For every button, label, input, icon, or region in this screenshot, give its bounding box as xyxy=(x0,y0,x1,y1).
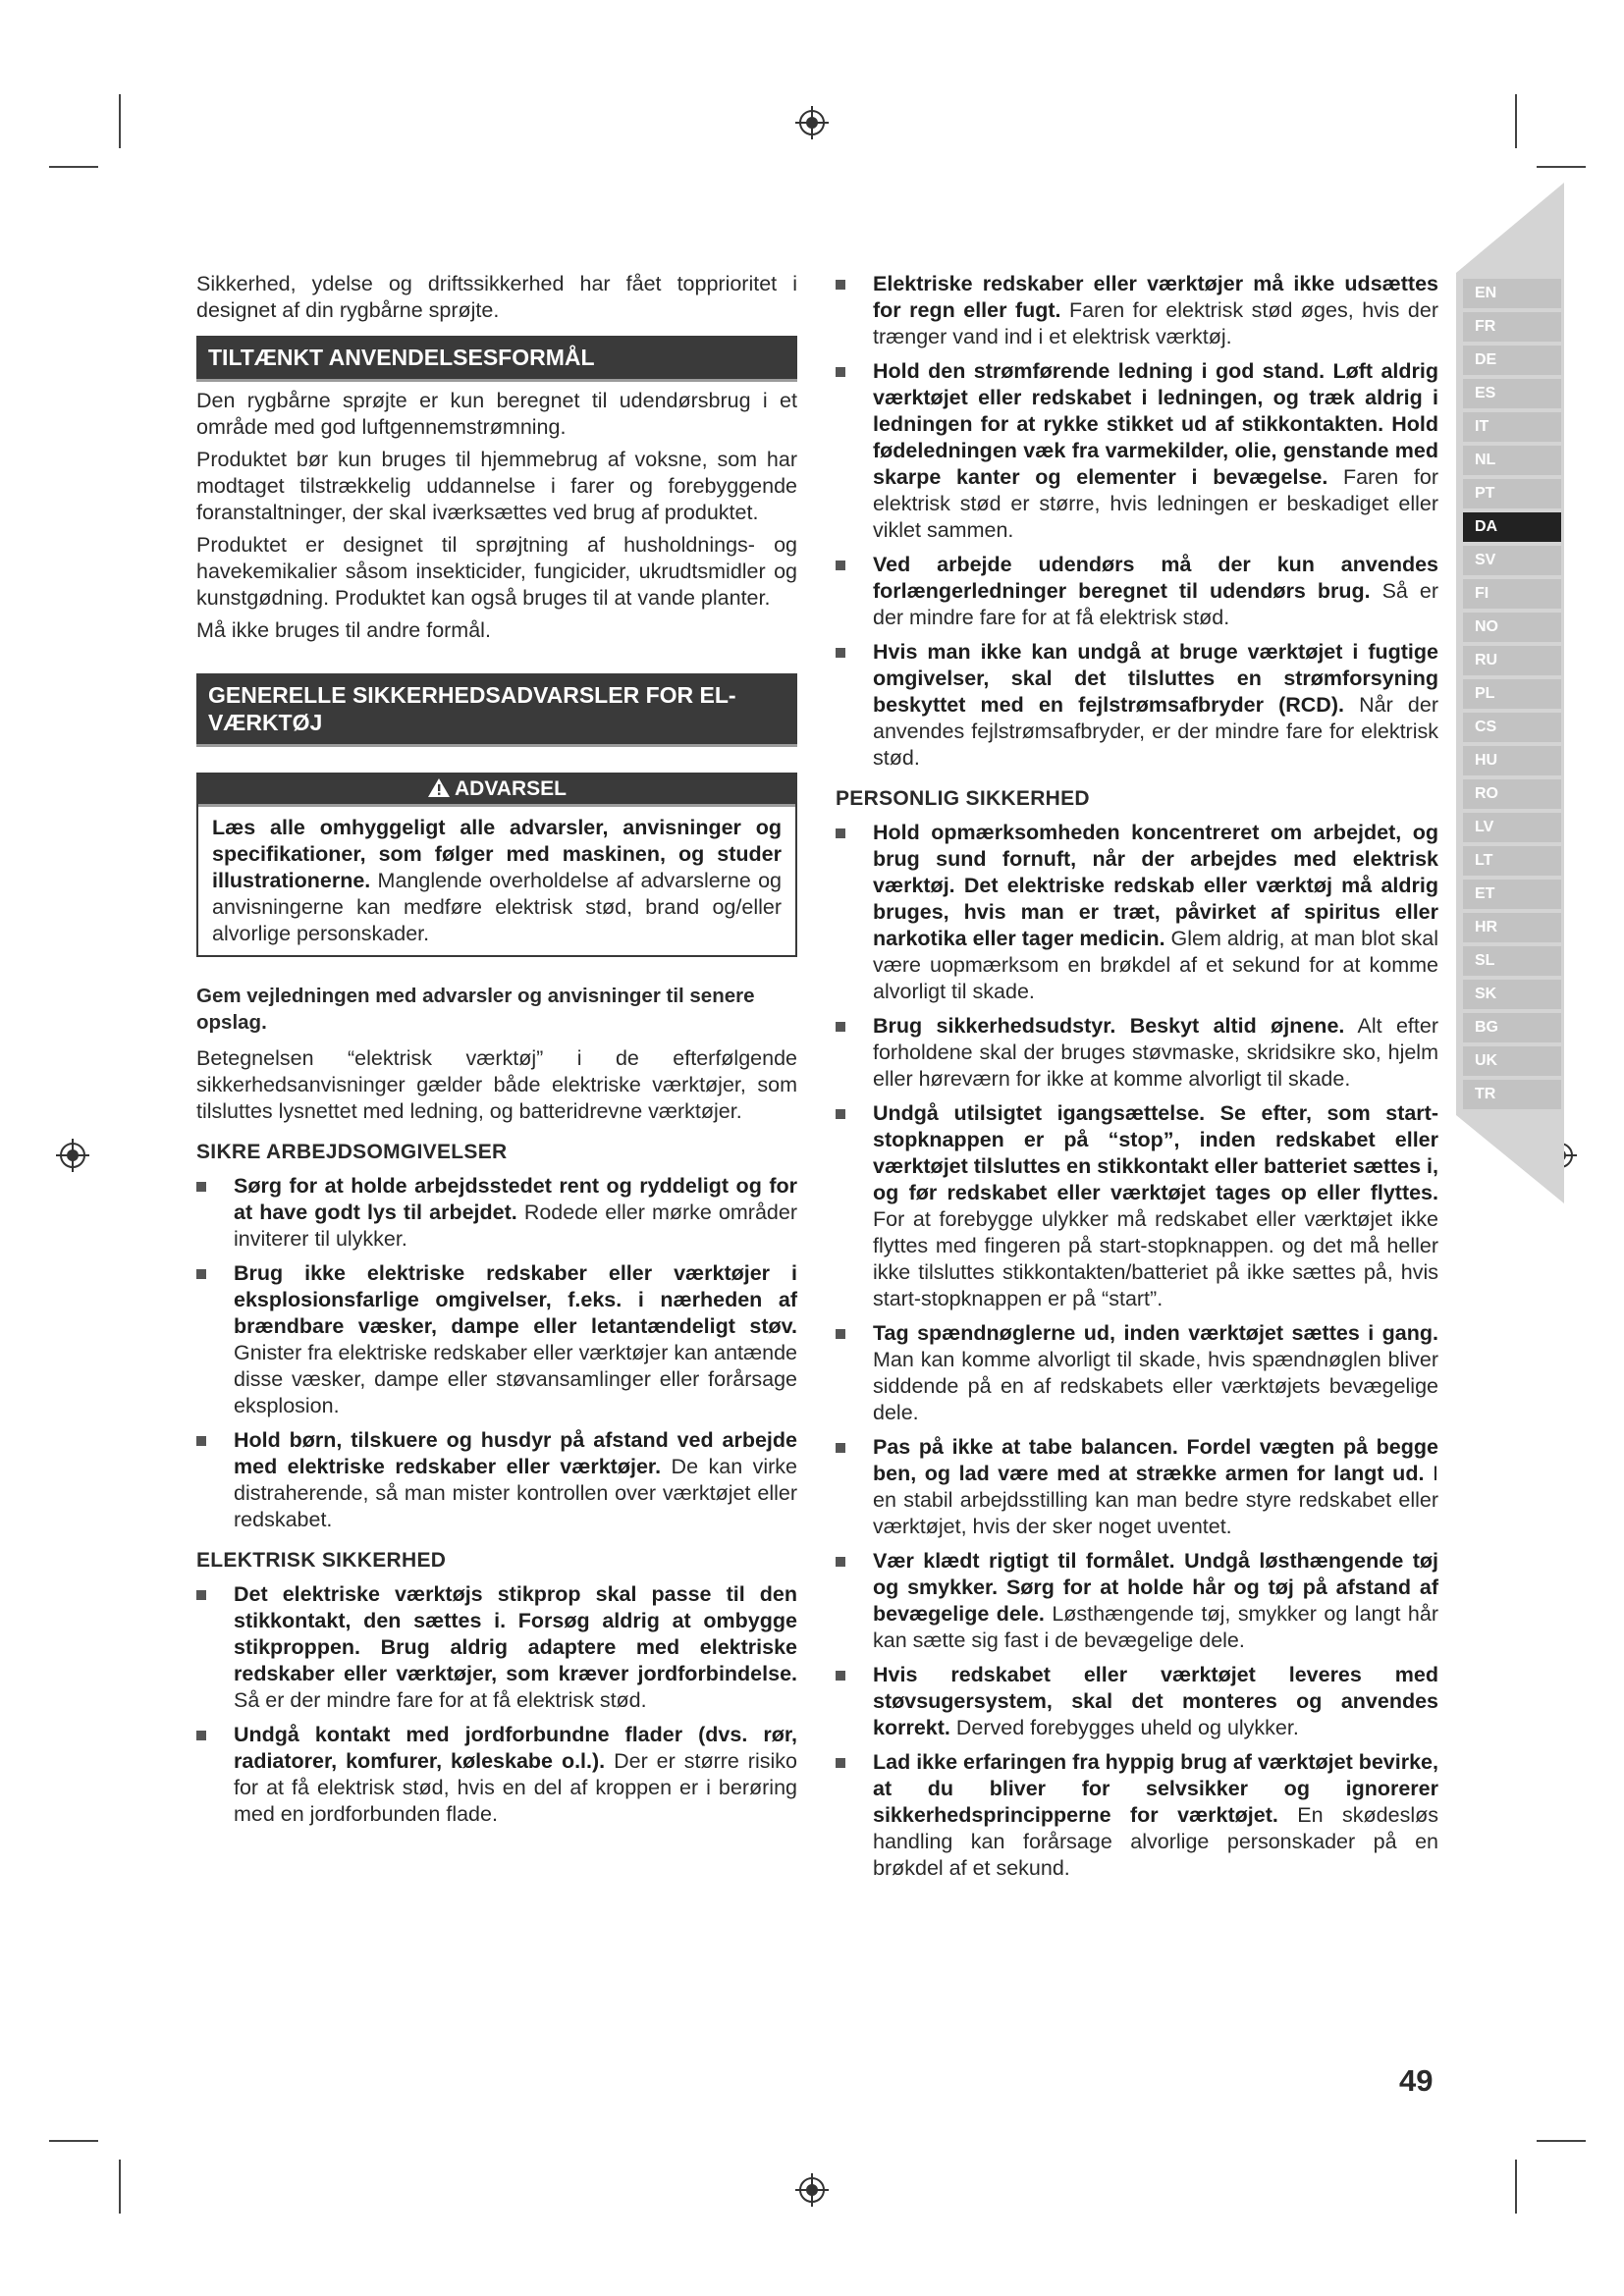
crop-mark xyxy=(49,166,98,168)
item-text: I en stabil arbejdsstilling kan man bedre styre redskabet eller værktøjet, hvis der sker noget uventet. xyxy=(873,1462,1438,1538)
registration-mark-icon xyxy=(795,2173,829,2207)
item-text: Når der anvendes fejlstrømsafbryder, er der mindre fare for elektrisk stød. xyxy=(873,693,1438,770)
item-text: Faren for elektrisk stød øges, hvis der trænger vand ind i et elektrisk værktøj. xyxy=(873,298,1438,348)
language-tab-es[interactable]: ES xyxy=(1463,379,1561,408)
warning-box xyxy=(196,773,797,957)
list-item xyxy=(836,358,1438,544)
crop-mark xyxy=(1537,2140,1586,2142)
section-heading-general-safety: GENERELLE SIKKERHEDSADVARSLER FOR EL-VÆRKTØJ xyxy=(196,673,797,747)
language-tab-lv[interactable]: LV xyxy=(1463,813,1561,842)
list-item xyxy=(836,639,1438,772)
item-bold: Hold børn, tilskuere og husdyr på afstand ved arbejde med elektriske redskaber eller værktøjer. xyxy=(234,1428,797,1478)
list-item xyxy=(196,1260,797,1419)
work-area-list xyxy=(196,1173,797,1533)
item-bold: Vær klædt rigtigt til formålet. Undgå løsthængende tøj og smykker. Sørg for at holde hår og tøj på afstand af bevægelige dele. xyxy=(873,1549,1438,1626)
language-tab-tr[interactable]: TR xyxy=(1463,1080,1561,1109)
list-item xyxy=(836,552,1438,631)
item-bold: Tag spændnøglerne ud, inden værktøjet sættes i gang. xyxy=(873,1321,1438,1345)
language-tab-et[interactable]: ET xyxy=(1463,880,1561,909)
keep-instructions-note: Gem vejledningen med advarsler og anvisninger til senere opslag. xyxy=(196,985,755,1034)
paragraph: Produktet er designet til sprøjtning af husholdnings- og havekemikalier såsom insekticider, fungicider, ukrudtsmidler og kunstgødning. Produktet kan også bruges til at vande planter. xyxy=(196,533,797,610)
item-bold: Brug ikke elektriske redskaber eller værktøjer i eksplosionsfarlige omgivelser, f.eks. i nærheden af brændbare væsker, dampe eller letantændeligt støv. xyxy=(234,1261,797,1338)
paragraph: Produktet bør kun bruges til hjemmebrug af voksne, som har modtaget tilstrækkelig uddannelse i farer og forebyggende foranstaltninger, der skal iværksættes ved brug af produktet. xyxy=(196,448,797,524)
item-bold: Hold den strømførende ledning i god stand. Løft aldrig værktøjet eller redskabet i ledningen, og træk aldrig i ledningen for at rykke stikket ud af stikkontakten. Hold fødeledningen væk fra varmekilder, olie, genstande med skarpe kanter og elementer i bevægelse. xyxy=(873,359,1438,489)
item-bold: Elektriske redskaber eller værktøjer må ikke udsættes for regn eller fugt. xyxy=(873,272,1438,322)
language-tab-de[interactable]: DE xyxy=(1463,346,1561,375)
paragraph: Må ikke bruges til andre formål. xyxy=(196,618,491,642)
list-item xyxy=(196,1427,797,1533)
warning-text xyxy=(198,807,795,955)
crop-mark xyxy=(49,2140,98,2142)
item-bold: Det elektriske værktøjs stikprop skal passe til den stikkontakt, den sættes i. Forsøg aldrig at ombygge stikproppen. Brug aldrig adaptere med elektriske redskaber eller værktøjer, som kræver jordforbindelse. xyxy=(234,1582,797,1685)
item-bold: Sørg for at holde arbejdsstedet rent og ryddeligt og for at have godt lys til arbejdet. xyxy=(234,1174,797,1224)
language-tab-nl[interactable]: NL xyxy=(1463,446,1561,475)
item-bold: Hold opmærksomheden koncentreret om arbejdet, og brug sund fornuft, når der arbejdes med elektrisk værktøj. Det elektriske redskab eller værktøj må aldrig bruges, hvis man er træt, påvirket af spiritus eller narkotika eller tager medicin. xyxy=(873,821,1438,950)
item-text: Derved forebygges uheld og ulykker. xyxy=(949,1716,1299,1739)
page-number: 49 xyxy=(1399,2063,1434,2098)
language-tab-fr[interactable]: FR xyxy=(1463,312,1561,342)
crop-mark xyxy=(119,2160,121,2214)
list-item xyxy=(836,1100,1438,1312)
intro-text: Sikkerhed, ydelse og driftssikkerhed har fået topprioritet i designet af din rygbårne sprøjte. xyxy=(196,272,797,322)
warning-header xyxy=(198,774,795,807)
warning-triangle-icon xyxy=(427,777,451,798)
item-bold: Hvis man ikke kan undgå at bruge værktøjet i fugtige omgivelser, skal det tilsluttes en strømforsyning beskyttet med en fejlstrømsafbryder (RCD). xyxy=(873,640,1438,717)
language-tab-ro[interactable]: RO xyxy=(1463,779,1561,809)
crop-mark xyxy=(1515,94,1517,148)
language-tab-lt[interactable]: LT xyxy=(1463,846,1561,876)
list-item xyxy=(196,1173,797,1253)
registration-mark-icon xyxy=(795,106,829,139)
item-text: Man kan komme alvorligt til skade, hvis spændnøglen bliver siddende på en af redskabets eller værktøjets bevægelige dele. xyxy=(873,1348,1438,1424)
language-tab-sk[interactable]: SK xyxy=(1463,980,1561,1009)
item-text: For at forebygge ulykker må redskabet eller værktøjet ikke flyttes med fingeren på start-stopknappen. og det må heller ikke tilsluttes stikkontakten/batteriet på ikke sættes på, hvis start-stopknappen er på “start”. xyxy=(873,1207,1438,1310)
list-item xyxy=(836,1320,1438,1426)
left-column xyxy=(196,271,797,1836)
list-item xyxy=(196,1722,797,1828)
item-bold: Brug sikkerhedsudstyr. Beskyt altid øjnene. xyxy=(873,1014,1345,1038)
item-bold: Lad ikke erfaringen fra hyppig brug af værktøjet bevirke, at du bliver for selvsikker og ignorerer sikkerhedsprincipperne for værktøjet. xyxy=(873,1750,1438,1827)
subheading-electrical: ELEKTRISK SIKKERHED xyxy=(196,1549,447,1572)
item-text: Faren for elektrisk stød er større, hvis ledningen er beskadiget eller viklet sammen. xyxy=(873,465,1438,542)
warning-body-text: Manglende overholdelse af advarslerne og anvisningerne kan medføre elektrisk stød, brand og/eller alvorlige personskader. xyxy=(212,869,782,945)
item-text: En skødesløs handling kan forårsage alvorlige personskader på en brøkdel af et sekund. xyxy=(873,1803,1438,1880)
language-tab-fi[interactable]: FI xyxy=(1463,579,1561,609)
section-heading-intended-use: TILTÆNKT ANVENDELSESFORMÅL xyxy=(196,336,797,382)
language-tab-it[interactable]: IT xyxy=(1463,412,1561,442)
item-bold: Hvis redskabet eller værktøjet leveres med støvsugersystem, skal det monteres og anvendes korrekt. xyxy=(873,1663,1438,1739)
language-tab-da[interactable]: DA xyxy=(1463,512,1561,542)
electrical-list xyxy=(196,1581,797,1828)
crop-mark xyxy=(1515,2160,1517,2214)
paragraph: Betegnelsen “elektrisk værktøj” i de efterfølgende sikkerhedsanvisninger gælder både elektriske værktøjer, som tilsluttes lysnettet med ledning, og batteridrevne værktøjer. xyxy=(196,1046,797,1123)
crop-mark xyxy=(119,94,121,148)
list-item xyxy=(836,1548,1438,1654)
language-tab-hr[interactable]: HR xyxy=(1463,913,1561,942)
list-item xyxy=(836,820,1438,1005)
personal-safety-list xyxy=(836,820,1438,1882)
item-text: Løsthængende tøj, smykker og langt hår kan sætte sig fast i de bevægelige dele. xyxy=(873,1602,1439,1652)
item-bold: Undgå utilsigtet igangsættelse. Se efter, som start-stopknappen er på “stop”, inden redskabet eller værktøjet tilsluttes en stikkontakt eller batteriet sættes i, og før redskabet eller værktøjet tages op eller flyttes. xyxy=(873,1101,1438,1204)
language-tab-bg[interactable]: BG xyxy=(1463,1013,1561,1042)
paragraph: Den rygbårne sprøjte er kun beregnet til udendørsbrug i et område med god luftgennemstrømning. xyxy=(196,389,797,439)
language-tab-pl[interactable]: PL xyxy=(1463,679,1561,709)
list-item xyxy=(836,1013,1438,1093)
language-tab-ru[interactable]: RU xyxy=(1463,646,1561,675)
language-tab-sl[interactable]: SL xyxy=(1463,946,1561,976)
list-item xyxy=(836,1662,1438,1741)
list-item xyxy=(836,271,1438,350)
warning-bold-text: Læs alle omhyggeligt alle advarsler, anvisninger og specifikationer, som følger med maskinen, og studer illustrationerne. xyxy=(212,816,782,892)
item-text: Så er der mindre fare for at få elektrisk stød. xyxy=(234,1688,647,1712)
language-tab-sv[interactable]: SV xyxy=(1463,546,1561,575)
registration-mark-icon xyxy=(56,1139,89,1172)
right-column xyxy=(836,271,1438,1890)
subheading-personal-safety: PERSONLIG SIKKERHED xyxy=(836,787,1090,810)
language-tab-uk[interactable]: UK xyxy=(1463,1046,1561,1076)
language-tab-en[interactable]: EN xyxy=(1463,279,1561,308)
item-text: Glem aldrig, at man blot skal være uopmærksom en brøkdel af et sekund for at komme alvorligt til skade. xyxy=(873,927,1438,1003)
item-text: Rodede eller mørke områder inviterer til ulykker. xyxy=(234,1201,797,1251)
language-tab-no[interactable]: NO xyxy=(1463,613,1561,642)
item-bold: Undgå kontakt med jordforbundne flader (dvs. rør, radiatorer, komfurer, køleskabe o.l.). xyxy=(234,1723,797,1773)
language-tab-hu[interactable]: HU xyxy=(1463,746,1561,775)
subheading-work-area: SIKRE ARBEJDSOMGIVELSER xyxy=(196,1141,508,1163)
warning-label: ADVARSEL xyxy=(455,777,567,800)
item-text: De kan virke distraherende, så man mister kontrollen over værktøjet eller redskabet. xyxy=(234,1455,798,1531)
item-text: Gnister fra elektriske redskaber eller værktøjer kan antænde disse væsker, dampe eller støvansamlinger eller forårsage eksplosion. xyxy=(234,1341,797,1417)
item-text: Alt efter forholdene skal der bruges støvmaske, skridsikre sko, hjelm eller høreværn for ikke at komme alvorligt til skade. xyxy=(873,1014,1438,1091)
item-bold: Ved arbejde udendørs må der kun anvendes forlængerledninger beregnet til udendørs brug. xyxy=(873,553,1438,603)
list-item xyxy=(836,1434,1438,1540)
item-text: Der er større risiko for at få elektrisk stød, hvis en del af kroppen er i berøring med en jordforbunden flade. xyxy=(234,1749,797,1826)
language-tab-pt[interactable]: PT xyxy=(1463,479,1561,508)
electrical-list-continued xyxy=(836,271,1438,772)
list-item xyxy=(836,1749,1438,1882)
item-bold: Pas på ikke at tabe balancen. Fordel vægten på begge ben, og lad være med at strække armen for langt ud. xyxy=(873,1435,1438,1485)
list-item xyxy=(196,1581,797,1714)
language-tabs xyxy=(1463,279,1561,1113)
language-tab-cs[interactable]: CS xyxy=(1463,713,1561,742)
item-text: Så er der mindre fare for at få elektrisk stød. xyxy=(873,579,1438,629)
crop-mark xyxy=(1537,166,1586,168)
